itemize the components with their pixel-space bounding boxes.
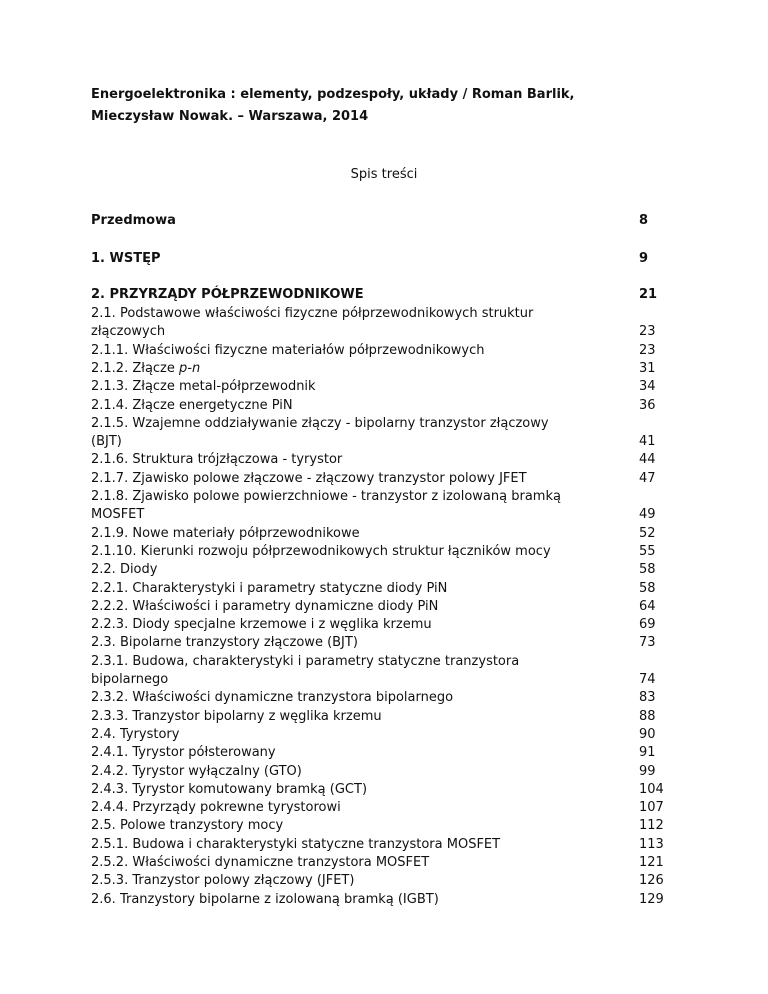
toc-entry-text: 2.4. Tyrystory	[91, 726, 180, 742]
toc-entry-page: 55	[639, 543, 656, 559]
toc-entry-page: 31	[639, 360, 656, 376]
toc-entry-title	[91, 653, 631, 671]
toc-entry-text: 2.1.1. Właściwości fizyczne materiałów półprzewodnikowych	[91, 342, 485, 358]
toc-entry-text: 2.1.10. Kierunki rozwoju półprzewodnikowych struktur łączników mocy	[91, 543, 551, 559]
toc-entry-text: 2.2.3. Diody specjalne krzemowe i z węglika krzemu	[91, 617, 432, 633]
toc-entry-title	[91, 854, 631, 872]
toc-entry-title	[91, 415, 631, 433]
toc-entry-page: 36	[639, 397, 656, 413]
toc-entry-page: 58	[639, 580, 656, 596]
toc-entry-page: 21	[639, 287, 658, 302]
toc-entry-text: 2.3. Bipolarne tranzystory złączowe (BJT)	[91, 635, 358, 651]
toc-entry-page: 64	[639, 598, 656, 614]
toc-entry-text: (BJT)	[91, 434, 122, 450]
toc-entry-text: 1. WSTĘP	[91, 251, 161, 266]
toc-entry-title	[91, 286, 631, 304]
toc-entry-page: 52	[639, 525, 656, 541]
toc-entry-text: 2.1.6. Struktura trójzłączowa - tyrystor	[91, 452, 343, 468]
toc-entry-page: 126	[639, 873, 664, 889]
toc-entry-title	[91, 671, 631, 689]
toc-entry-title	[91, 506, 631, 524]
toc-entry-title	[91, 598, 631, 616]
toc-entry-text: bipolarnego	[91, 672, 169, 687]
toc-entry-text: 2.4.4. Przyrządy pokrewne tyrystorowi	[91, 800, 341, 816]
toc-entry-title	[91, 836, 631, 854]
toc-entry-page: 90	[639, 726, 656, 742]
toc-entry-title	[91, 451, 631, 469]
toc-entry-text: 2.1.2. Złącze	[91, 360, 180, 376]
toc-entry-page: 23	[639, 342, 656, 358]
toc-entry-title	[91, 580, 631, 598]
toc-entry-page: 113	[639, 836, 664, 852]
toc-entry-title	[91, 872, 631, 890]
toc-entry-text: 2.4.1. Tyrystor półsterowany	[91, 745, 276, 761]
toc-entry-page: 73	[639, 635, 656, 651]
toc-entry-text: 2.2. Diody	[91, 562, 158, 578]
toc-entry-page: 69	[639, 617, 656, 633]
toc-entry-title	[91, 360, 631, 378]
toc-entry-text: 2.1.3. Złącze metal-półprzewodnik	[91, 379, 316, 395]
toc-entry-page: 34	[639, 379, 656, 395]
toc-entry-text: 2.3.2. Właściwości dynamiczne tranzystora bipolarnego	[91, 690, 454, 706]
toc-entry-italic: p-n	[179, 360, 201, 376]
toc-entry-page: 44	[639, 452, 656, 468]
toc-entry-page: 49	[639, 507, 656, 523]
toc-entry-text: 2.3.3. Tranzystor bipolarny z węglika krzemu	[91, 708, 382, 724]
toc-entry-text: 2.1.9. Nowe materiały półprzewodnikowe	[91, 525, 360, 541]
toc-entry-text: 2.1.4. Złącze energetyczne PiN	[91, 397, 293, 413]
toc-entry-title	[91, 726, 631, 744]
toc-entry-title	[91, 212, 631, 230]
header-line-1: Energoelektronika : elementy, podzespoły, układy / Roman Barlik,	[91, 87, 575, 102]
toc-entry-title	[91, 744, 631, 762]
toc-entry-text: złączowych	[91, 324, 166, 340]
toc-entry-text: 2.1. Podstawowe właściwości fizyczne półprzewodnikowych struktur	[91, 306, 534, 321]
toc-entry-text: 2.4.2. Tyrystor wyłączalny (GTO)	[91, 763, 302, 779]
toc-entry-page: 99	[639, 763, 656, 779]
toc-entry-title	[91, 763, 631, 781]
toc-entry-title	[91, 470, 631, 488]
toc-entry-text: MOSFET	[91, 507, 145, 523]
toc-entry-text: 2.5.1. Budowa i charakterystyki statyczne tranzystora MOSFET	[91, 836, 501, 852]
toc-entry-title	[91, 543, 631, 561]
bibliographic-header	[91, 84, 691, 128]
toc-entry-text: 2.5. Polowe tranzystory mocy	[91, 818, 284, 834]
toc-entry-page: 88	[639, 708, 656, 724]
toc-entry-text: 2.2.2. Właściwości i parametry dynamiczne diody PiN	[91, 598, 439, 614]
toc-entry-title	[91, 305, 631, 323]
toc-entry-title	[91, 689, 631, 707]
toc-entry-text: 2.6. Tranzystory bipolarne z izolowaną bramką (IGBT)	[91, 891, 439, 907]
toc-entry-page: 9	[639, 251, 649, 266]
toc-entry-text: 2.2.1. Charakterystyki i parametry statyczne diody PiN	[91, 580, 448, 596]
toc-entry-title	[91, 616, 631, 634]
toc-entry-page: 121	[639, 855, 664, 870]
toc-entry-title	[91, 488, 631, 506]
toc-entry-title	[91, 708, 631, 726]
toc-entry-page: 23	[639, 324, 656, 340]
toc-entry-text: 2.5.3. Tranzystor polowy złączowy (JFET)	[91, 873, 355, 889]
toc-entry-text: 2.1.7. Zjawisko polowe złączowe - złączowy tranzystor polowy JFET	[91, 470, 527, 486]
toc-entry-title	[91, 817, 631, 835]
toc-entry-page: 107	[639, 800, 664, 816]
toc-entry-title	[91, 342, 631, 360]
header-line-2: Mieczysław Nowak. – Warszawa, 2014	[91, 109, 369, 124]
toc-entry-title	[91, 323, 631, 341]
toc-entry-text: 2.5.2. Właściwości dynamiczne tranzystora MOSFET	[91, 855, 430, 870]
toc-entry-text: 2.4.3. Tyrystor komutowany bramką (GCT)	[91, 781, 368, 797]
toc-entry-title	[91, 250, 631, 268]
toc-entry-text: Przedmowa	[91, 213, 176, 228]
toc-entry-page: 74	[639, 672, 656, 687]
toc-title: Spis treści	[350, 167, 418, 182]
toc-entry-page: 91	[639, 745, 656, 761]
toc-entry-page: 47	[639, 470, 656, 486]
toc-entry-title	[91, 397, 631, 415]
toc-entry-title	[91, 634, 631, 652]
toc-entry-title	[91, 525, 631, 543]
toc-entry-title	[91, 781, 631, 799]
toc-entry-title	[91, 891, 631, 909]
toc-entry-page: 112	[639, 818, 664, 834]
toc-entry-text: 2.1.8. Zjawisko polowe powierzchniowe - tranzystor z izolowaną bramką	[91, 489, 561, 504]
toc-entry-page: 41	[639, 434, 656, 450]
toc-entry-text: 2. PRZYRZĄDY PÓŁPRZEWODNIKOWE	[91, 287, 364, 302]
toc-entry-page: 104	[639, 781, 664, 797]
toc-entry-page: 58	[639, 562, 656, 578]
toc-entry-title	[91, 799, 631, 817]
toc-entry-title	[91, 378, 631, 396]
toc-entry-title	[91, 561, 631, 579]
toc-entry-page: 83	[639, 690, 656, 706]
toc-entry-page: 129	[639, 891, 664, 907]
toc-entry-page: 8	[639, 213, 649, 228]
toc-entry-text: 2.1.5. Wzajemne oddziaływanie złączy - bipolarny tranzystor złączowy	[91, 415, 549, 431]
toc-entry-text: 2.3.1. Budowa, charakterystyki i parametry statyczne tranzystora	[91, 653, 520, 669]
toc-entry-title	[91, 433, 631, 451]
